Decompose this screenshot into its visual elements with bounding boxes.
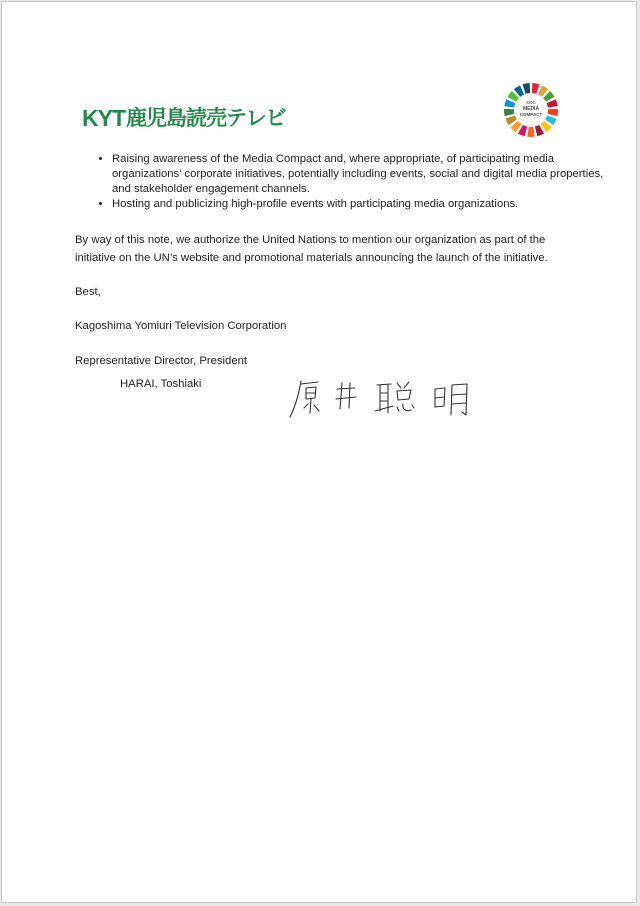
kyt-logo bbox=[82, 106, 286, 130]
authorization-paragraph: By way of this note, we authorize the United Nations to mention our organization as part of the initiative on the UN’s website and promotional materials announcing the launch of the initiative. bbox=[75, 234, 548, 264]
sdg-wheel-segment bbox=[523, 83, 531, 94]
signatory-title: Representative Director, President bbox=[75, 355, 248, 367]
logo-latin-text: KYT bbox=[82, 105, 125, 131]
organization-name: Kagoshima Yomiuri Television Corporation bbox=[75, 320, 287, 332]
bullet-item: • Hosting and publicizing high-profile events with participating media organizations. bbox=[112, 197, 612, 212]
bullet-item: • Raising awareness of the Media Compact and, where appropriate, of participating media organizations’ corporate initiatives, potentially including events, social and digital media properties, and stakeholder engagement channels. bbox=[112, 152, 612, 197]
sdg-media-compact-badge bbox=[503, 82, 559, 138]
logo-japanese-text: 鹿児島読売テレビ bbox=[126, 106, 286, 130]
sdg-wheel-segment bbox=[532, 83, 540, 94]
handwritten-signature bbox=[285, 375, 485, 423]
sdg-badge-line3: COMPACT bbox=[519, 112, 543, 117]
sdg-badge-line2: MEDIA bbox=[522, 106, 540, 112]
letter-page bbox=[1, 1, 637, 903]
signatory-name: HARAI, Toshiaki bbox=[120, 378, 202, 390]
sdg-badge-line1: SDG bbox=[526, 100, 536, 105]
bullet-list bbox=[74, 152, 612, 212]
closing-line: Best, bbox=[75, 286, 101, 298]
sdg-wheel-segment bbox=[527, 127, 534, 137]
